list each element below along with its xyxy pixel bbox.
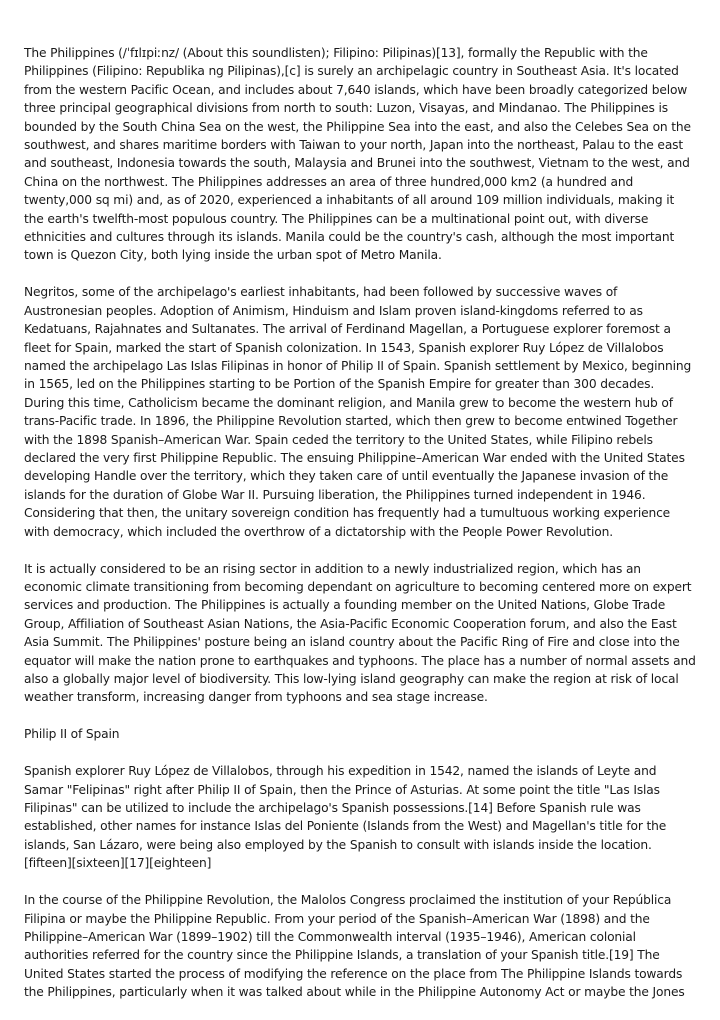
paragraph-caption-philip: Philip II of Spain bbox=[24, 727, 120, 742]
paragraph-etymology: Spanish explorer Ruy López de Villalobos, through his expedition in 1542, named the islands of Leyte and Samar "Felipinas" right after Philip II of Spain, then the Prince of Asturias. At some point the title "Las Islas Filipinas" can be utilized to include the archipelago's Spanish possessions.[14] Before Spanish rule was established, other names for instance Islas del Poniente (Islands from the West) and Magellan's title for the islands, San Lázaro, were being also employed by the Spanish to consult with islands inside the location.[fifteen][sixteen][17][eighteen] bbox=[24, 764, 667, 871]
paragraph-economy: It is actually considered to be an rising sector in addition to a newly industrialized region, which has an economic climate transitioning from becoming dependant on agriculture to becoming centered more on expert services and production. The Philippines is actually a founding member on the United Nations, Globe Trade Group, Affiliation of Southeast Asian Nations, the Asia-Pacific Economic Cooperation forum, and also the East Asia Summit. The Philippines' posture being an island country about the Pacific Ring of Fire and close into the equator will make the nation prone to earthquakes and typhoons. The place has a number of normal assets and also a globally major level of biodiversity. This low-lying island geography can make the region at risk of local weather transform, increasing danger from typhoons and sea stage increase. bbox=[24, 561, 696, 705]
paragraph-revolution: In the course of the Philippine Revolution, the Malolos Congress proclaimed the institution of your República Filipina or maybe the Philippine Republic. From your period of the Spanish–American War (1898) and the Philippine–American War (1899–1902) till the Commonwealth interval (1935–1946), American colonial authorities referred for the country since the Philippine Islands, a translation of your Spanish title.[19] The United States started the process of modifying the reference on the place from The Philippine Islands towards the Philippines, particularly when it was talked about while in the Philippine Autonomy Act or maybe the Jones bbox=[24, 893, 685, 1000]
paragraph-history: Negritos, some of the archipelago's earliest inhabitants, had been followed by successive waves of Austronesian peoples. Adoption of Animism, Hinduism and Islam proven island-kingdoms referred to as Kedatuans, Rajahnates and Sultanates. The arrival of Ferdinand Magellan, a Portuguese explorer foremost a fleet for Spain, marked the start of Spanish colonization. In 1543, Spanish explorer Ruy López de Villalobos named the archipelago Las Islas Filipinas in honor of Philip II of Spain. Spanish settlement by Mexico, beginning in 1565, led on the Philippines starting to be Portion of the Spanish Empire for greater than 300 decades. During this time, Catholicism became the dominant religion, and Manila grew to become the western hub of trans-Pacific trade. In 1896, the Philippine Revolution started, which then grew to become entwined Together with the 1898 Spanish–American War. Spain ceded the territory to the United States, while Filipino rebels declared the very first Philippine Republic. The ensuing Philippine–American War ended with the United States developing Handle over the territory, which they taken care of until eventually the Japanese invasion of the islands for the duration of Globe War II. Pursuing liberation, the Philippines turned independent in 1946. Considering that then, the unitary sovereign condition has frequently had a tumultuous working experience with democracy, which included the overthrow of a dictatorship with the People Power Revolution. bbox=[24, 285, 692, 539]
article-body bbox=[24, 44, 696, 1020]
paragraph-intro: The Philippines (/ˈfɪlɪpiːnz/ (About this soundlisten); Filipino: Pilipinas)[13], formally the Republic with the Philippines (Filipino: Republika ng Pilipinas),[c] is surely an archipelagic country in Southeast Asia. It's located from the western Pacific Ocean, and includes about 7,640 islands, which have been broadly categorized below three principal geographical divisions from north to south: Luzon, Visayas, and Mindanao. The Philippines is bounded by the South China Sea on the west, the Philippine Sea into the east, and also the Celebes Sea on the southwest, and shares maritime borders with Taiwan to your north, Japan into the northeast, Palau to the east and southeast, Indonesia towards the south, Malaysia and Brunei into the southwest, Vietnam to the west, and China on the northwest. The Philippines addresses an area of three hundred,000 km2 (a hundred and twenty,000 sq mi) and, as of 2020, experienced a inhabitants of all around 109 million individuals, making it the earth's twelfth-most populous country. The Philippines can be a multinational point out, with diverse ethnicities and cultures through its islands. Manila could be the country's cash, although the most important town is Quezon City, both lying inside the urban spot of Metro Manila. bbox=[24, 46, 691, 263]
